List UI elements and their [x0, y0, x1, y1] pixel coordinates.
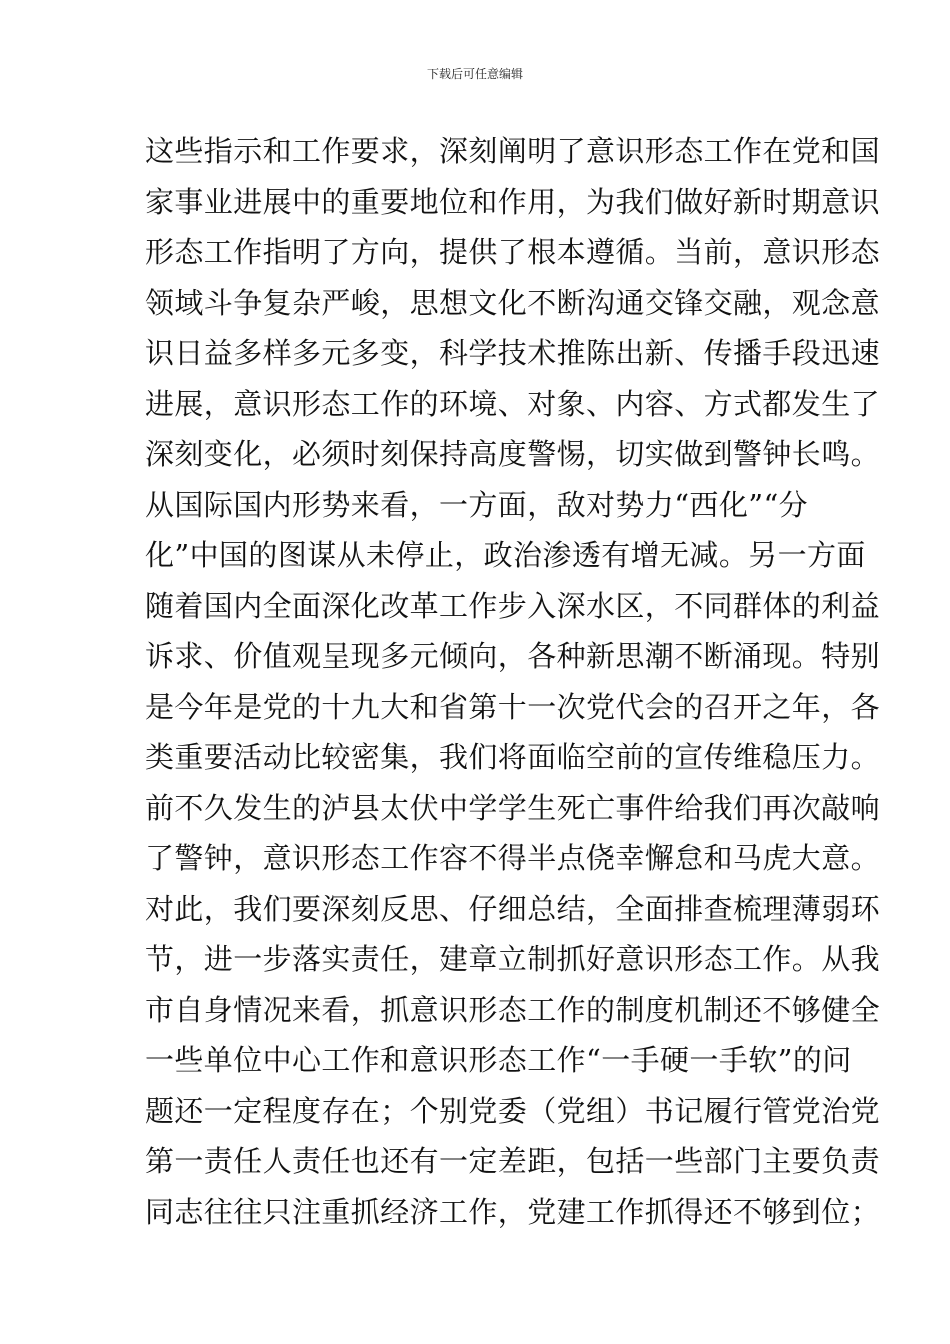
text-line: 进展，意识形态工作的环境、对象、内容、方式都发生了 [145, 386, 881, 421]
text-line: 第一责任人责任也还有一定差距，包括一些部门主要负责 [145, 1144, 881, 1178]
text-line: 化”中国的图谋从未停止，政治渗透有增无减。另一方面 [145, 538, 866, 572]
text-line: 题还一定程度存在；个别党委（党组）书记履行管党治党 [145, 1093, 881, 1128]
text-line: 一些单位中心工作和意识形态工作“一手硬一手软”的问 [145, 1043, 852, 1077]
text-line: 节，进一步落实责任，建章立制抓好意识形态工作。从我 [145, 942, 881, 976]
text-line: 了警钟，意识形态工作容不得半点侥幸懈怠和马虎大意。 [145, 841, 881, 875]
text-line: 类重要活动比较密集，我们将面临空前的宣传维稳压力。 [145, 740, 881, 774]
text-line: 对此，我们要深刻反思、仔细总结，全面排查梳理薄弱环 [145, 891, 881, 926]
document-body [145, 126, 881, 1237]
text-line: 识日益多样多元多变，科学技术推陈出新、传播手段迅速 [145, 336, 881, 370]
text-line: 形态工作指明了方向，提供了根本遵循。当前，意识形态 [145, 235, 881, 269]
page-header: 下载后可任意编辑 [426, 67, 523, 81]
text-line: 家事业进展中的重要地位和作用，为我们做好新时期意识 [145, 184, 881, 219]
text-line: 这些指示和工作要求，深刻阐明了意识形态工作在党和国 [145, 134, 881, 168]
text-line: 深刻变化，必须时刻保持高度警惕，切实做到警钟长鸣。 [145, 437, 881, 471]
text-line: 领域斗争复杂严峻，思想文化不断沟通交锋交融，观念意 [145, 285, 881, 320]
text-line: 前不久发生的泸县太伏中学学生死亡事件给我们再次敲响 [145, 790, 881, 825]
text-line: 诉求、价值观呈现多元倾向，各种新思潮不断涌现。特别 [145, 639, 881, 673]
text-line: 从国际国内形势来看，一方面，敌对势力“西化”“分 [145, 487, 809, 522]
text-line: 是今年是党的十九大和省第十一次党代会的召开之年，各 [145, 689, 881, 724]
text-line: 随着国内全面深化改革工作步入深水区，不同群体的利益 [145, 588, 881, 623]
text-line: 市自身情况来看，抓意识形态工作的制度机制还不够健全 [145, 992, 881, 1027]
text-line: 同志往往只注重抓经济工作，党建工作抓得还不够到位； [145, 1194, 881, 1229]
